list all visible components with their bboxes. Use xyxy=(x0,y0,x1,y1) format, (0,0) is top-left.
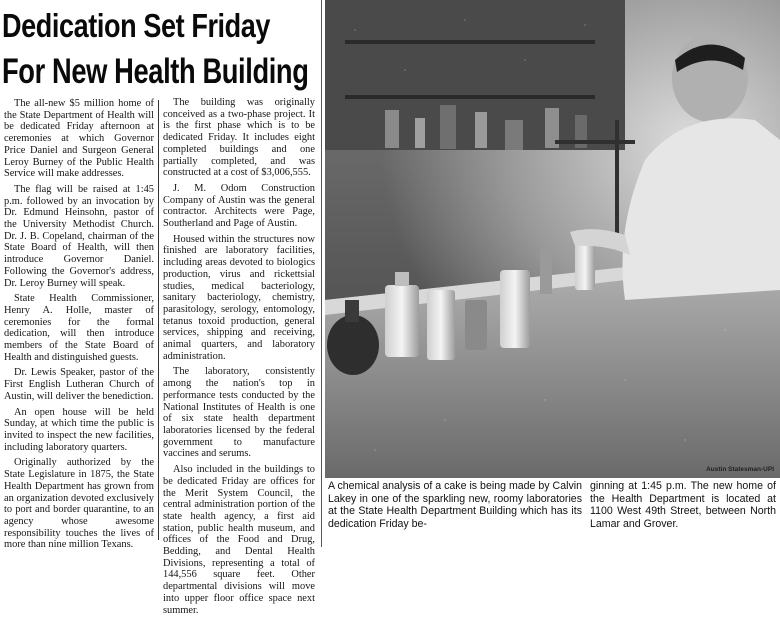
paragraph: The building was originally conceived as a two-phase project. It is the first phase which is to be dedicated Friday. It includes eight completed buildings and one partially completed, and was constructed at a cost of $3,006,555. xyxy=(163,97,315,179)
article-column-2 xyxy=(163,97,315,620)
paragraph: An open house will be held Sunday, at which time the public is invited to inspect the new facilities, including laboratory quarters. xyxy=(4,406,154,453)
photo-credit: Austin Statesman-UPI xyxy=(706,466,774,473)
photo-caption-part-1: A chemical analysis of a cake is being made by Calvin Lakey in one of the sparkling new, roomy laboratories at the State Health Department Building which has its dedication Friday be- xyxy=(328,480,582,530)
paragraph: Dr. Lewis Speaker, pastor of the First English Lutheran Church of Austin, will deliver the benediction. xyxy=(4,367,154,402)
paragraph: Also included in the buildings to be dedicated Friday are offices for the Merit System Council, the central administration portion of the state health agency, a first aid station, public health museum, and offices of the Food and Drug, Bedding, and Dental Health Divisions, representing a total of 144,556 square feet. Other departmental divisions will move into upper floor office space next summer. xyxy=(163,464,315,616)
article-column-1 xyxy=(4,98,154,555)
paragraph: The flag will be raised at 1:45 p.m. followed by an invocation by Dr. Edmund Heinsohn, pastor of the University Methodist Church. Dr. J. B. Copeland, chairman of the State Board of Health, will then introduce Governor Daniel. Following the Governor's address, Dr. Leroy Burney will speak. xyxy=(4,183,154,289)
paragraph: The all-new $5 million home of the State Department of Health will be dedicated Friday afternoon at ceremonies at which Governor Price Daniel and Surgeon General Leroy Burney of the Public Health Service will make addresses. xyxy=(4,98,154,180)
paragraph: Originally authorized by the State Legislature in 1875, the State Health Department has grown from an organization devoted exclusively to port and border quarantine, to an agency whose awesome responsibility touches the lives of more than nine million Texans. xyxy=(4,457,154,551)
paragraph: The laboratory, consistently among the nation's top in performance tests conducted by the National Institutes of Health is one of six state health department laboratories licensed by the federal government to manufacture vaccines and serums. xyxy=(163,366,315,460)
headline-line-2: For New Health Building xyxy=(2,52,309,91)
photo-divider xyxy=(321,0,322,547)
paragraph: Housed within the structures now finished are laboratory facilities, including areas devoted to biologics production, virus and rickettsial studies, medical bacteriology, sanitary bacteriology, chemistry, parasitology, serology, entomology, tetanus toxoid production, general services, shipping and receiving, animal quarters, and laboratory administration. xyxy=(163,233,315,362)
laboratory-photo-illustration xyxy=(325,0,780,478)
paragraph: State Health Commissioner, Henry A. Holle, master of ceremonies for the formal dedication, will then introduce members of the State Board of Health and distinguished guests. xyxy=(4,293,154,363)
column-divider xyxy=(158,100,159,540)
photo-caption-part-2: ginning at 1:45 p.m. The new home of the Health Department is located at 1100 West 49th Street, between North Lamar and Grover. xyxy=(590,480,776,530)
headline-line-1: Dedication Set Friday xyxy=(2,7,271,44)
headline xyxy=(2,4,320,96)
paragraph: J. M. Odom Construction Company of Austin was the general contractor. Architects were Page, Southerland and Page of Austin. xyxy=(163,182,315,230)
laboratory-photo xyxy=(325,0,780,478)
